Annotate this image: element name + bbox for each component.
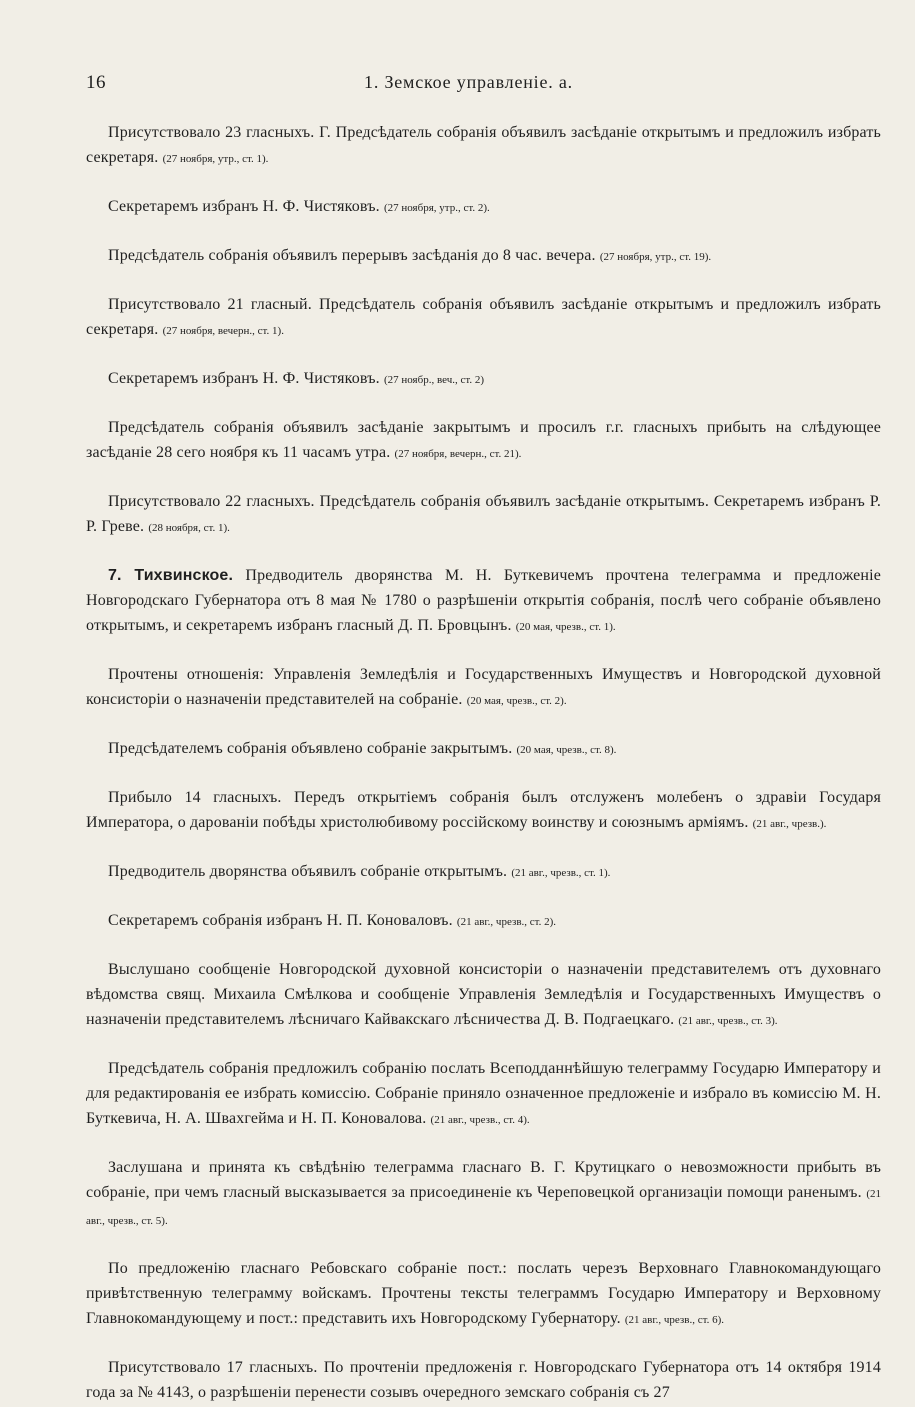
paragraph xyxy=(86,662,881,714)
citation: (21 авг., чрезв., ст. 2). xyxy=(456,916,557,928)
paragraph-text: Предсѣдателемъ собранія объявлено собраніе закрытымъ. xyxy=(108,740,513,757)
paragraph xyxy=(86,1056,881,1133)
paragraph-text: Предводитель дворянства М. Н. Буткевичемъ прочтена телеграмма и предложеніе Новгородскаго Губернатора отъ 8 мая № 1780 о разрѣшеніи открытія собранія, послѣ чего собраніе объявлено открытымъ, и секретаремъ избранъ гласный Д. П. Бровцынъ. xyxy=(86,567,881,634)
paragraph xyxy=(86,1355,881,1407)
citation: (27 ноября, утр., ст. 1). xyxy=(162,153,269,165)
paragraph-text: Предводитель дворянства объявилъ собраніе открытымъ. xyxy=(108,863,508,880)
paragraph-text: Предсѣдатель собранія предложилъ собранію послать Всеподданнѣйшую телеграмму Государю Императору и для редактированія ее избрать комиссію. Собраніе приняло означенное предложеніе и избрало въ комиссію М. Н. Буткевича, Н. А. Швахгейма и Н. П. Коновалова. xyxy=(86,1060,881,1127)
citation: (21 авг., чрезв., ст. 4). xyxy=(430,1114,530,1126)
paragraph xyxy=(86,194,881,221)
paragraph xyxy=(86,415,881,467)
paragraph xyxy=(86,785,881,837)
paragraph xyxy=(86,489,881,541)
paragraph-text: Выслушано сообщеніе Новгородской духовной консисторіи о назначеніи представителемъ отъ духовнаго вѣдомства свящ. Михаила Смѣлкова и сообщеніе Управленія Земледѣлія и Государственныхъ Имуществъ о назначеніи представителемъ лѣсничаго Кайвакскаго лѣсничества Д. В. Подгаецкаго. xyxy=(86,961,881,1028)
citation: (21 авг., чрезв., ст. 5). xyxy=(86,1188,881,1227)
paragraph-text: Присутствовало 17 гласныхъ. По прочтеніи предложенія г. Новгородскаго Губернатора отъ 14 октября 1914 года за № 4143, о разрѣшеніи перенести созывъ очередного земскаго собранія съ 27 xyxy=(86,1359,881,1401)
paragraph xyxy=(86,1155,881,1234)
paragraph-text: Прибыло 14 гласныхъ. Передъ открытіемъ собранія былъ отслуженъ молебенъ о здравіи Государя Императора, о дарованіи побѣды христолюбивому россійскому воинству и союзнымъ арміямъ. xyxy=(86,789,881,831)
citation: (20 мая, чрезв., ст. 8). xyxy=(516,744,617,756)
paragraph-text: Секретаремъ избранъ Н. Ф. Чистяковъ. xyxy=(108,198,380,215)
citation: (27 ноябр., веч., ст. 2) xyxy=(383,374,484,386)
paragraph xyxy=(86,908,881,935)
body-text xyxy=(86,120,881,1407)
paragraph xyxy=(86,563,881,640)
citation: (27 ноября, утр., ст. 19). xyxy=(599,251,712,263)
paragraph-text: По предложенію гласнаго Ребовскаго собраніе пост.: послать черезъ Верховнаго Главнокомандующаго привѣтственную телеграмму войскамъ. Прочтены тексты телеграммъ Государю Императору и Верховному Главнокомандующему и пост.: представить ихъ Новгородскому Губернатору. xyxy=(86,1260,881,1327)
paragraph-text: Предсѣдатель собранія объявилъ перерывъ засѣданія до 8 час. вечера. xyxy=(108,247,596,264)
paragraph-text: Прочтены отношенія: Управленія Земледѣлія и Государственныхъ Имуществъ и Новгородской духовной консисторіи о назначеніи представителей на собраніе. xyxy=(86,666,881,708)
citation: (21 авг., чрезв., ст. 3). xyxy=(678,1015,778,1027)
paragraph xyxy=(86,736,881,763)
citation: (21 авг., чрезв., ст. 1). xyxy=(511,867,611,879)
paragraph xyxy=(86,1256,881,1333)
citation: (21 авг., чрезв., ст. 6). xyxy=(624,1314,724,1326)
paragraph-text: Секретаремъ избранъ Н. Ф. Чистяковъ. xyxy=(108,370,380,387)
paragraph-text: Присутствовало 22 гласныхъ. Предсѣдатель собранія объявилъ засѣданіе открытымъ. Секретаремъ избранъ Р. Р. Греве. xyxy=(86,493,881,535)
paragraph xyxy=(86,366,881,393)
paragraph-text: Присутствовало 23 гласныхъ. Г. Предсѣдатель собранія объявилъ засѣданіе открытымъ и предложилъ избрать секретаря. xyxy=(86,124,881,166)
citation: (27 ноября, вечерн., ст. 1). xyxy=(162,325,284,337)
paragraph xyxy=(86,957,881,1034)
paragraph-text: Заслушана и принята къ свѣдѣнію телеграмма гласнаго В. Г. Крутицкаго о невозможности прибыть въ собраніе, при чемъ гласный высказывается за присоединеніе къ Череповецкой организаціи помощи раненымъ. xyxy=(86,1159,881,1201)
paragraph xyxy=(86,243,881,270)
page-number: 16 xyxy=(86,72,106,93)
citation: (20 мая, чрезв., ст. 2). xyxy=(466,695,567,707)
region-heading: 7. Тихвинское. xyxy=(108,567,234,584)
paragraph xyxy=(86,859,881,886)
paragraph-text: Секретаремъ собранія избранъ Н. П. Коноваловъ. xyxy=(108,912,453,929)
page-header xyxy=(86,72,881,98)
paragraph-text: Предсѣдатель собранія объявилъ засѣданіе закрытымъ и просилъ г.г. гласныхъ прибыть на слѣдующее засѣданіе 28 сего ноября къ 11 часамъ утра. xyxy=(86,419,881,461)
citation: (27 ноября, утр., ст. 2). xyxy=(383,202,490,214)
running-title: 1. Земское управленіе. а. xyxy=(364,72,573,92)
citation: (20 мая, чрезв., ст. 1). xyxy=(515,621,616,633)
citation: (27 ноября, вечерн., ст. 21). xyxy=(394,448,522,460)
paragraph-text: Присутствовало 21 гласный. Предсѣдатель собранія объявилъ засѣданіе открытымъ и предложилъ избрать секретаря. xyxy=(86,296,881,338)
paragraph xyxy=(86,292,881,344)
citation: (21 авг., чрезв.). xyxy=(752,818,827,830)
paragraph xyxy=(86,120,881,172)
citation: (28 ноября, ст. 1). xyxy=(148,522,230,534)
